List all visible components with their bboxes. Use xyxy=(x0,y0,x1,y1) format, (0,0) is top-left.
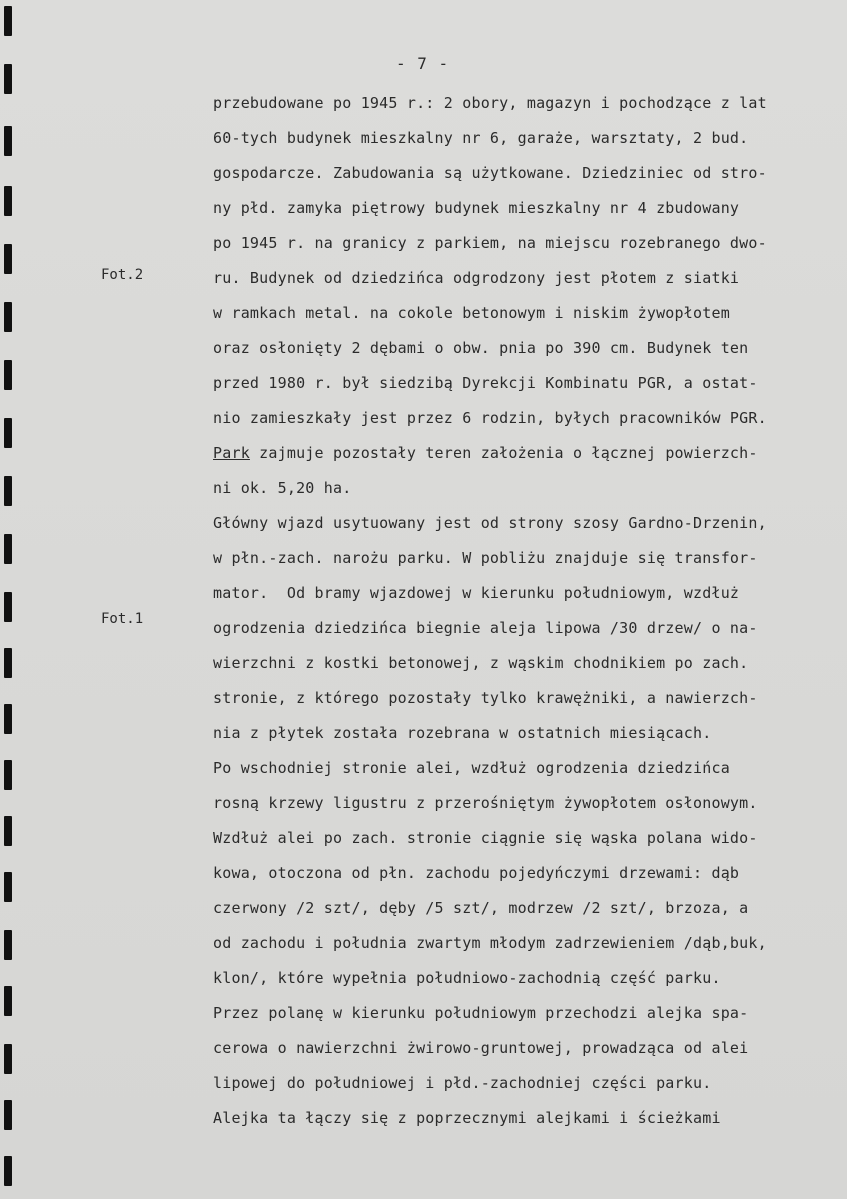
text-line: wierzchni z kostki betonowej, z wąskim chodnikiem po zach. xyxy=(213,654,749,672)
text-line: ogrodzenia dziedzińca biegnie aleja lipowa /30 drzew/ o na- xyxy=(213,619,758,637)
text-line: ny płd. zamyka piętrowy budynek mieszkalny nr 4 zbudowany xyxy=(213,199,740,217)
underlined-word: Park xyxy=(213,444,250,462)
margin-note-fot-1: Fot.1 xyxy=(101,611,144,627)
binder-hole xyxy=(4,244,12,274)
binder-hole xyxy=(4,64,12,94)
binder-hole xyxy=(4,1156,12,1186)
binder-hole xyxy=(4,476,12,506)
binder-hole xyxy=(4,930,12,960)
binder-hole xyxy=(4,126,12,156)
text-line-park xyxy=(213,436,843,471)
binder-hole xyxy=(4,872,12,902)
binder-hole xyxy=(4,986,12,1016)
binder-hole xyxy=(4,360,12,390)
text-line-rest: zajmuje pozostały teren założenia o łącznej powierzch- xyxy=(249,444,758,462)
text-line: Po wschodniej stronie alei, wzdłuż ogrodzenia dziedzińca xyxy=(213,759,730,777)
text-line: po 1945 r. na granicy z parkiem, na miejscu rozebranego dwo- xyxy=(213,234,767,252)
text-line: rosną krzewy ligustru z przerośniętym żywopłotem osłonowym. xyxy=(213,794,758,812)
text-line: Alejka ta łączy się z poprzecznymi alejkami i ścieżkami xyxy=(213,1109,721,1127)
binder-hole xyxy=(4,1044,12,1074)
text-line: przed 1980 r. był siedzibą Dyrekcji Kombinatu PGR, a ostat- xyxy=(213,374,758,392)
binder-hole xyxy=(4,534,12,564)
text-line: w płn.-zach. narożu parku. W pobliżu znajduje się transfor- xyxy=(213,549,758,567)
text-line: kowa, otoczona od płn. zachodu pojedyńczymi drzewami: dąb xyxy=(213,864,740,882)
text-line: mator. Od bramy wjazdowej w kierunku południowym, wzdłuż xyxy=(213,584,740,602)
binder-hole xyxy=(4,760,12,790)
binder-hole xyxy=(4,648,12,678)
binder-hole xyxy=(4,186,12,216)
text-line: 60-tych budynek mieszkalny nr 6, garaże, warsztaty, 2 bud. xyxy=(213,129,749,147)
binder-hole xyxy=(4,6,12,36)
text-line: Główny wjazd usytuowany jest od strony szosy Gardno-Drzenin, xyxy=(213,514,767,532)
text-line: cerowa o nawierzchni żwirowo-gruntowej, prowadząca od alei xyxy=(213,1039,749,1057)
text-line: stronie, z którego pozostały tylko krawężniki, a nawierzch- xyxy=(213,689,758,707)
text-line: gospodarcze. Zabudowania są użytkowane. Dziedziniec od stro- xyxy=(213,164,767,182)
text-line: nia z płytek została rozebrana w ostatnich miesiącach. xyxy=(213,724,712,742)
text-line: Wzdłuż alei po zach. stronie ciągnie się wąska polana wido- xyxy=(213,829,758,847)
text-line: czerwony /2 szt/, dęby /5 szt/, modrzew /2 szt/, brzoza, a xyxy=(213,899,749,917)
text-line: przebudowane po 1945 r.: 2 obory, magazyn i pochodzące z lat xyxy=(213,94,767,112)
page-number: - 7 - xyxy=(396,54,450,73)
margin-note-fot-2: Fot.2 xyxy=(101,267,144,283)
text-line: oraz osłonięty 2 dębami o obw. pnia po 390 cm. Budynek ten xyxy=(213,339,749,357)
binder-holes xyxy=(4,0,16,1199)
binder-hole xyxy=(4,302,12,332)
binder-hole xyxy=(4,592,12,622)
text-line: lipowej do południowej i płd.-zachodniej części parku. xyxy=(213,1074,712,1092)
text-line: ni ok. 5,20 ha. xyxy=(213,479,352,497)
binder-hole xyxy=(4,704,12,734)
binder-hole xyxy=(4,418,12,448)
binder-hole xyxy=(4,1100,12,1130)
text-line: w ramkach metal. na cokole betonowym i niskim żywopłotem xyxy=(213,304,730,322)
binder-hole xyxy=(4,816,12,846)
text-line: klon/, które wypełnia południowo-zachodnią część parku. xyxy=(213,969,721,987)
text-line: od zachodu i południa zwartym młodym zadrzewieniem /dąb,buk, xyxy=(213,934,767,952)
text-line: Przez polanę w kierunku południowym przechodzi alejka spa- xyxy=(213,1004,749,1022)
body-text xyxy=(213,86,843,1136)
text-line: nio zamieszkały jest przez 6 rodzin, byłych pracowników PGR. xyxy=(213,409,767,427)
text-line: ru. Budynek od dziedzińca odgrodzony jest płotem z siatki xyxy=(213,269,740,287)
